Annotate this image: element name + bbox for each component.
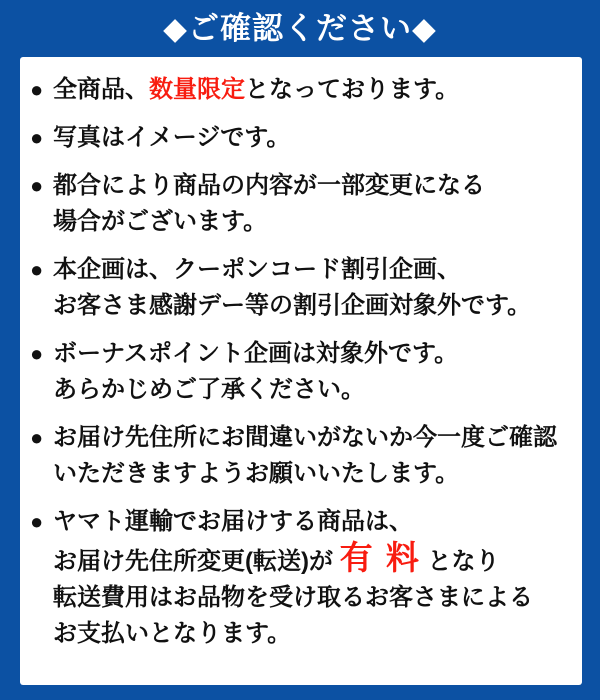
notice-list	[30, 72, 572, 652]
notice-text-highlight: 数量限定	[149, 76, 245, 103]
notice-item	[30, 120, 572, 156]
notice-line	[53, 504, 572, 540]
notice-line	[53, 456, 572, 492]
notice-item	[30, 168, 572, 240]
notice-line	[53, 168, 572, 204]
notice-text: お届け先住所変更(転送)が	[53, 548, 340, 575]
notice-item	[30, 72, 572, 108]
notice-text: あらかじめご了承ください。	[53, 376, 365, 403]
notice-text: 場合がございます。	[53, 208, 268, 235]
bullet-icon: ●	[30, 425, 44, 450]
bullet-icon: ●	[30, 173, 44, 198]
notice-text: 本企画は、クーポンコード割引企画、	[53, 256, 461, 283]
notice-line	[53, 252, 572, 288]
bullet-icon: ●	[30, 509, 44, 534]
notice-line	[53, 372, 572, 408]
notice-box	[20, 57, 582, 685]
notice-text: お支払いとなります。	[53, 620, 292, 647]
notice-line	[53, 336, 572, 372]
page-title: ◆ご確認ください◆	[163, 11, 437, 46]
notice-text-highlight: 有 料	[339, 539, 421, 576]
notice-line	[53, 120, 572, 156]
notice-item	[30, 336, 572, 408]
bullet-icon: ●	[30, 341, 44, 366]
notice-text: いただきますようお願いいたします。	[53, 460, 460, 487]
notice-item	[30, 504, 572, 652]
notice-line	[53, 420, 572, 456]
notice-line	[53, 580, 572, 616]
notice-text: お客さま感謝デー等の割引企画対象外です。	[53, 292, 532, 319]
bullet-icon: ●	[30, 77, 44, 102]
notice-text: となっております。	[245, 76, 460, 103]
notice-line	[53, 204, 572, 240]
notice-text: お届け先住所にお間違いがないか今一度ご確認	[53, 424, 557, 451]
bullet-icon: ●	[30, 125, 44, 150]
notice-line	[53, 72, 572, 108]
notice-text: ヤマト運輸でお届けする商品は、	[53, 508, 413, 535]
notice-item	[30, 420, 572, 492]
notice-text: 都合により商品の内容が一部変更になる	[53, 172, 485, 199]
notice-text: 全商品、	[53, 76, 149, 103]
header-banner	[0, 0, 600, 57]
notice-text: 写真はイメージです。	[53, 124, 291, 151]
notice-text: となり	[420, 548, 500, 575]
notice-line	[53, 540, 572, 580]
notice-item	[30, 252, 572, 324]
notice-text: ボーナスポイント企画は対象外です。	[53, 340, 459, 367]
notice-text: 転送費用はお品物を受け取るお客さまによる	[53, 584, 533, 611]
notice-line	[53, 616, 572, 652]
bullet-icon: ●	[30, 257, 44, 282]
notice-line	[53, 288, 572, 324]
